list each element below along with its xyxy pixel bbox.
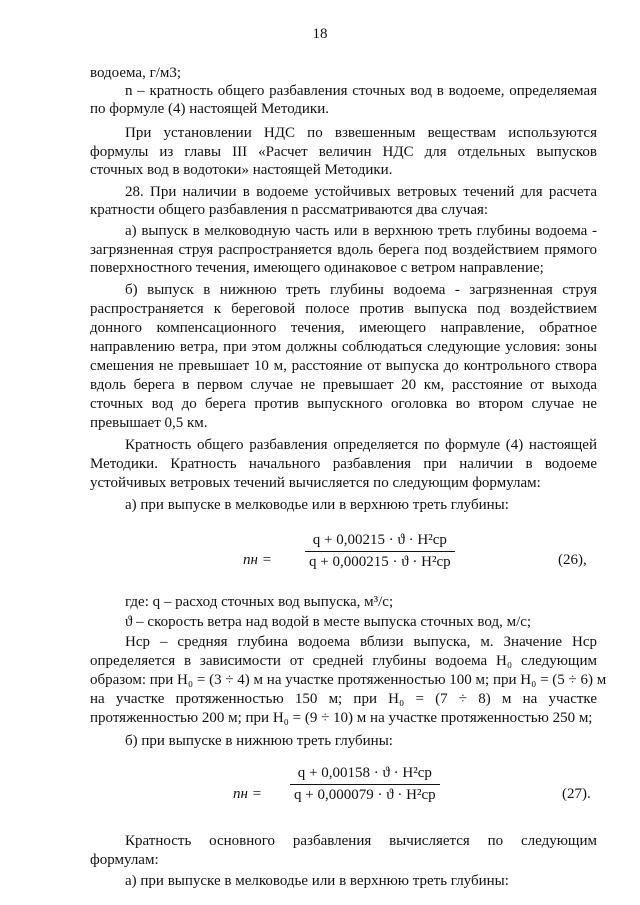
text-line: сточных вод в водотоки» настоящей Методики.: [90, 162, 393, 178]
text-line: а) при выпуске в мелководье или в верхнюю треть глубины:: [125, 497, 509, 513]
formula-27-numerator: q + 0,00158 · ϑ · H²ср: [297, 765, 432, 781]
where-line: протяженностью 200 м; при H₀ = (9 ÷ 10) м на участке протяженностью 250 м;: [90, 710, 593, 726]
text-line: Кратность общего разбавления определяется по формуле (4) настоящей: [125, 437, 597, 453]
text-line: n – кратность общего разбавления сточных вод в водоеме, определяемая: [125, 83, 597, 99]
formula-27-fraction: [290, 765, 440, 804]
where-line: Hср – средняя глубина водоема вблизи выпуска, м. Значение Hср: [125, 634, 597, 650]
formula-26-number: (26),: [558, 552, 587, 568]
where-line: образом: при H₀ = (3 ÷ 4) м на участке протяженностью 100 м; при H₀ = (5 ÷ 6) м: [90, 672, 607, 688]
formula-26-fraction: [305, 532, 455, 571]
text-line: загрязненная струя распространяется вдоль берега под воздействием прямого: [90, 242, 597, 258]
formula-26-denominator: q + 0,000215 · ϑ · H²ср: [309, 554, 451, 570]
text-line: 28. При наличии в водоеме устойчивых ветровых течений для расчета: [125, 184, 597, 200]
text-line: Методики. Кратность начального разбавления при наличии в водоеме: [90, 456, 597, 472]
text-line: смешения не превышает 10 м, расстояние от выпуска до контрольного створа: [90, 358, 597, 374]
text-line: превышает 0,5 км.: [90, 415, 208, 431]
text-line: сточных вод до берега против выпускного оголовка во втором случае не: [90, 396, 597, 412]
text-line: по формуле (4) настоящей Методики.: [90, 101, 329, 117]
text-line: формулы из главы III «Расчет величин НДС для отдельных выпусков: [90, 144, 597, 160]
text-line: кратности общего разбавления n рассматриваются два случая:: [90, 202, 489, 218]
text-line: поверхностного течения, имеющего одинаковое с ветром направление;: [90, 260, 544, 276]
fraction-bar: [290, 784, 440, 785]
text-line: а) выпуск в мелководную часть или в верхнюю треть глубины водоема -: [125, 223, 597, 239]
text-line: вдоль берега в первом случае не превышает 20 км, расстояние от выхода: [90, 377, 597, 393]
formula-27-number: (27).: [562, 786, 591, 802]
formula-27-denominator: q + 0,000079 · ϑ · H²ср: [294, 787, 436, 803]
text-line: б) при выпуске в нижнюю треть глубины:: [125, 733, 393, 749]
formula-26-lhs: nн =: [243, 552, 272, 568]
formula-27-lhs: nн =: [233, 786, 262, 802]
text-line: Кратность основного разбавления вычисляется по следующим: [125, 833, 597, 849]
formula-26-numerator: q + 0,00215 · ϑ · H²ср: [312, 532, 447, 548]
text-line: б) выпуск в нижнюю треть глубины водоема - загрязненная струя: [125, 282, 597, 298]
text-line: устойчивых ветровых течений вычисляется по следующим формулам:: [90, 475, 541, 491]
where-line: ϑ – скорость ветра над водой в месте выпуска сточных вод, м/с;: [125, 614, 532, 630]
text-line: формулам:: [90, 852, 159, 868]
text-line: При установлении НДС по взвешенным веществам используются: [125, 125, 597, 141]
where-line: где: q – расход сточных вод выпуска, м³/с;: [125, 594, 394, 610]
where-line: на участке протяженностью 150 м; при H₀ = (7 ÷ 8) м на участке: [90, 691, 597, 707]
text-line: водоема, г/м3;: [90, 65, 182, 81]
text-line: распространяется к береговой полосе против выпуска под воздействием: [90, 301, 597, 317]
text-line: донного компенсационного течения, имеющего направление, обратное: [90, 320, 597, 336]
text-line: направлению ветра, при этом должны соблюдаться следующие условия: зоны: [90, 339, 597, 355]
fraction-bar: [305, 551, 455, 552]
where-line: определяется в зависимости от средней глубины водоема H₀ следующим: [90, 653, 597, 669]
page-number: 18: [312, 26, 328, 42]
text-line: а) при выпуске в мелководье или в верхнюю треть глубины:: [125, 873, 509, 889]
